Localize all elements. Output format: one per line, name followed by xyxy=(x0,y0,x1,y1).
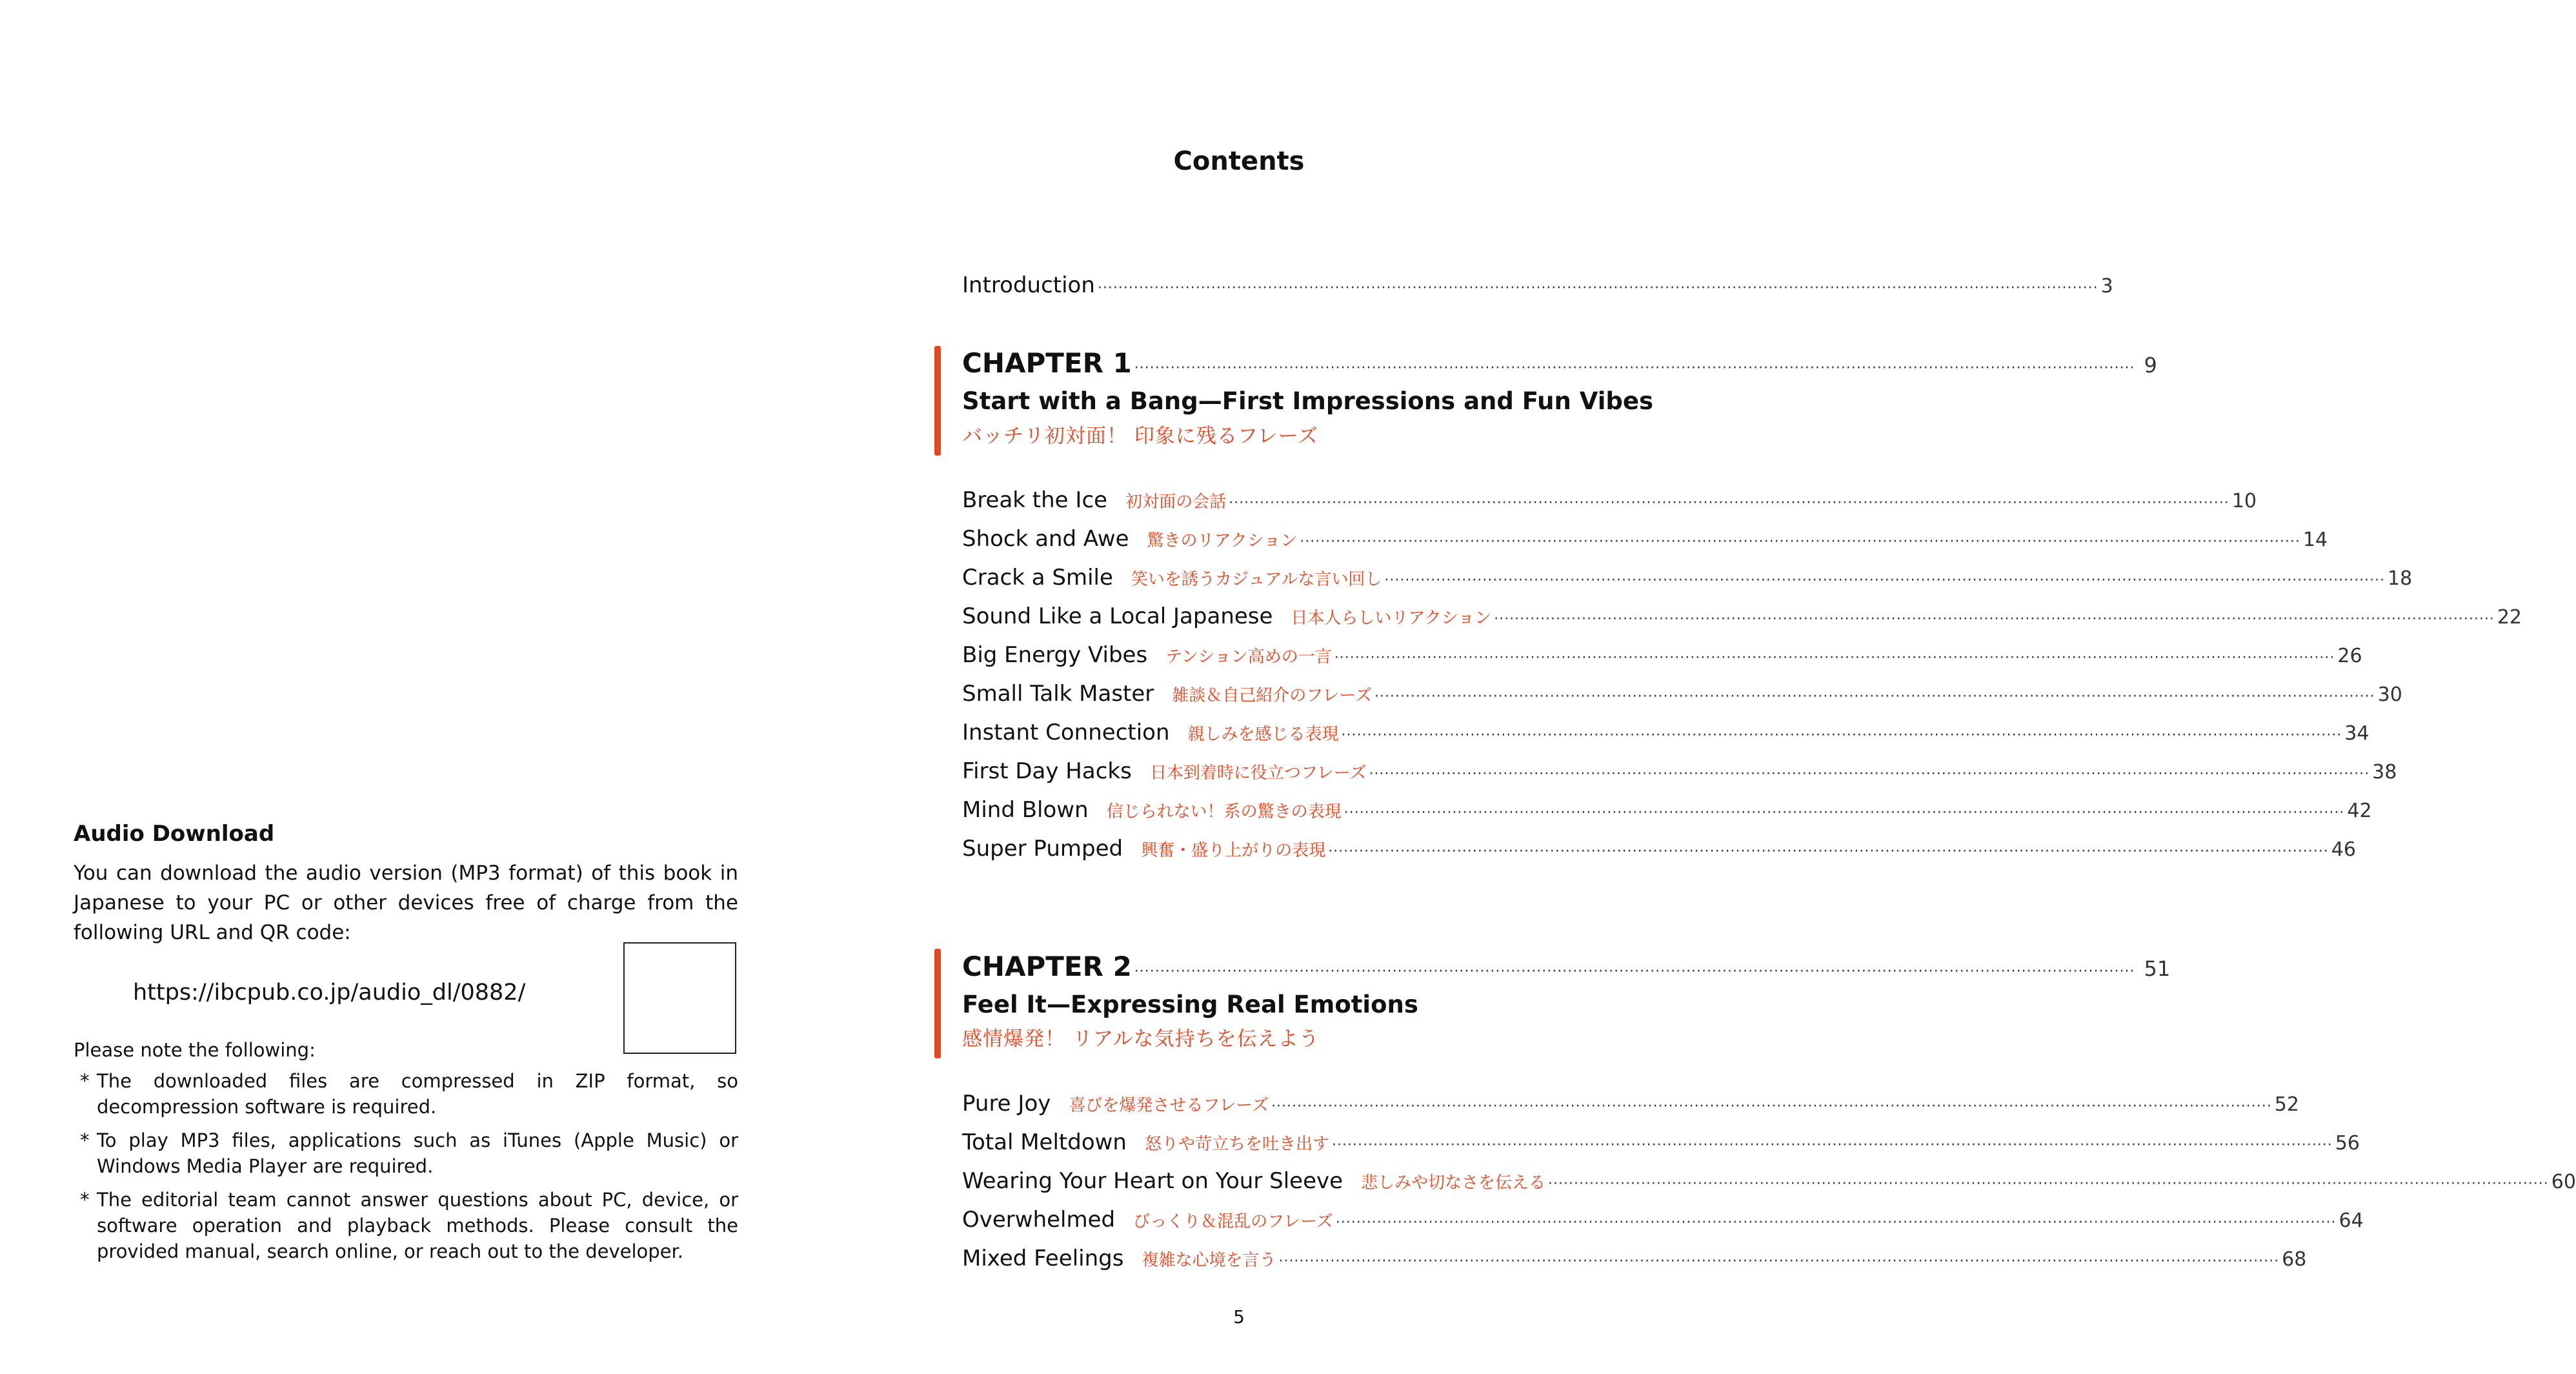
leader-dots xyxy=(1334,650,2335,666)
toc-label: Mind Blown xyxy=(962,797,1089,823)
toc-section[interactable] xyxy=(962,720,2370,745)
toc-section[interactable] xyxy=(962,565,2413,591)
note-item xyxy=(80,1068,738,1120)
toc-section[interactable] xyxy=(962,526,2328,552)
toc-label-jp: 親しみを感じる表現 xyxy=(1187,725,1339,744)
qr-code-placeholder xyxy=(623,942,736,1054)
toc-page-number: 26 xyxy=(2337,645,2362,667)
toc-page-number: 22 xyxy=(2497,606,2522,629)
toc-label-jp: 怒りや苛立ちを吐き出す xyxy=(1144,1135,1329,1154)
toc-section[interactable] xyxy=(962,1168,2576,1194)
chapter-title: Start with a Bang—First Impressions and Fun Vibes xyxy=(962,387,1654,415)
leader-dots xyxy=(1374,689,2375,705)
audio-download-description: You can download the audio version (MP3 format) of this book in Japanese to your PC or other devices free of charge from the following URL and QR code: xyxy=(74,862,738,944)
toc-label: Small Talk Master xyxy=(962,681,1154,707)
leader-dots xyxy=(1344,805,2345,821)
toc-label: Wearing Your Heart on Your Sleeve xyxy=(962,1168,1343,1194)
chapter-title-jp: バッチリ初対面！ 印象に残るフレーズ xyxy=(962,425,1319,448)
toc-section[interactable] xyxy=(962,797,2372,823)
toc-label-jp: 悲しみや切なさを伝える xyxy=(1361,1173,1546,1193)
leader-dots xyxy=(1278,1253,2279,1269)
note-item xyxy=(80,1187,738,1264)
toc-section[interactable] xyxy=(962,487,2257,513)
toc-page-number: 3 xyxy=(2100,275,2113,298)
toc-label: First Day Hacks xyxy=(962,758,1132,784)
toc-label-jp: びっくり＆混乱のフレーズ xyxy=(1133,1212,1333,1231)
leader-dots xyxy=(1369,766,2370,782)
toc-page-number: 56 xyxy=(2335,1132,2360,1155)
leader-dots xyxy=(1494,611,2495,627)
toc-section[interactable] xyxy=(962,1246,2307,1271)
toc-label: Overwhelmed xyxy=(962,1207,1116,1233)
asterisk-mark: * xyxy=(80,1070,90,1092)
audio-download-title: Audio Download xyxy=(74,821,275,847)
audio-download-url[interactable]: https://ibcpub.co.jp/audio_dl/0882/ xyxy=(133,980,526,1005)
toc-label-jp: 初対面の会話 xyxy=(1125,492,1227,512)
chapter-label: CHAPTER 1 xyxy=(962,347,1132,379)
leader-dots xyxy=(1134,360,2135,376)
toc-label: Mixed Feelings xyxy=(962,1246,1124,1271)
note-text: To play MP3 files, applications such as iTunes (Apple Music) or Windows Media Player are required. xyxy=(97,1129,738,1177)
toc-section[interactable] xyxy=(962,1129,2360,1155)
chapter-title: Feel It—Expressing Real Emotions xyxy=(962,991,1418,1018)
toc-page-number: 34 xyxy=(2344,722,2370,745)
left-page xyxy=(0,0,826,1374)
toc-page-number: 10 xyxy=(2231,490,2257,512)
toc-label-jp: 信じられない！系の驚きの表現 xyxy=(1106,802,1342,822)
toc-label-jp: テンション高めの一言 xyxy=(1165,647,1332,667)
leader-dots xyxy=(1328,844,2329,860)
chapter-title-jp: 感情爆発！ リアルな気持ちを伝えよう xyxy=(962,1027,1320,1051)
note-item xyxy=(80,1127,738,1179)
toc-section[interactable] xyxy=(962,1091,2299,1116)
toc-section[interactable] xyxy=(962,1207,2364,1233)
toc-label-jp: 笑いを誘うカジュアルな言い回し xyxy=(1131,570,1382,589)
toc-page-number: 52 xyxy=(2274,1093,2299,1116)
note-text: The editorial team cannot answer questions about PC, device, or software operation and playback methods. Please consult the provided manual, search online, or reach out to the developer. xyxy=(97,1189,738,1262)
leader-dots xyxy=(1548,1176,2549,1192)
leader-dots xyxy=(1300,534,2300,550)
toc-label-jp: 日本人らしいリアクション xyxy=(1291,609,1492,628)
page-number: 5 xyxy=(1233,1306,1245,1328)
toc-label: Shock and Awe xyxy=(962,526,1129,552)
toc-label: Total Meltdown xyxy=(962,1129,1127,1155)
notes-title: Please note the following: xyxy=(74,1039,316,1061)
leader-dots xyxy=(1098,280,2098,296)
toc-introduction[interactable] xyxy=(962,272,2113,298)
note-text: The downloaded files are compressed in ZIP format, so decompression software is required. xyxy=(97,1070,738,1118)
toc-page-number: 68 xyxy=(2282,1248,2307,1271)
toc-label-jp: 興奮・盛り上がりの表現 xyxy=(1141,841,1326,860)
chapter-heading[interactable] xyxy=(962,951,2171,982)
toc-label: Crack a Smile xyxy=(962,565,1113,591)
contents-title: Contents xyxy=(1173,146,1305,176)
leader-dots xyxy=(1384,572,2385,589)
toc-page-number: 18 xyxy=(2388,567,2413,590)
toc-section[interactable] xyxy=(962,681,2402,707)
toc-label: Instant Connection xyxy=(962,720,1170,745)
leader-dots xyxy=(1229,495,2229,511)
toc-label: Introduction xyxy=(962,272,1095,298)
chapter-page-number: 9 xyxy=(2144,353,2157,378)
leader-dots xyxy=(1271,1098,2272,1115)
toc-label: Break the Ice xyxy=(962,487,1108,513)
toc-page-number: 30 xyxy=(2377,683,2402,706)
toc-label-jp: 驚きのリアクション xyxy=(1147,531,1298,551)
toc-label: Super Pumped xyxy=(962,836,1123,862)
leader-dots xyxy=(1332,1137,2333,1153)
audio-download-section xyxy=(74,820,738,947)
chapter-page-number: 51 xyxy=(2144,956,2171,981)
toc-section[interactable] xyxy=(962,758,2397,784)
toc-section[interactable] xyxy=(962,642,2362,668)
toc-label-jp: 日本到着時に役立つフレーズ xyxy=(1149,763,1367,783)
toc-page-number: 42 xyxy=(2347,800,2372,822)
toc-label: Sound Like a Local Japanese xyxy=(962,603,1273,629)
toc-page-number: 38 xyxy=(2372,761,2397,783)
toc-section[interactable] xyxy=(962,836,2356,862)
toc-page-number: 14 xyxy=(2302,529,2328,551)
right-page xyxy=(826,0,2576,1374)
chapter-accent-bar xyxy=(934,949,941,1058)
toc-section[interactable] xyxy=(962,603,2522,629)
toc-page-number: 64 xyxy=(2339,1209,2364,1232)
toc-label-jp: 喜びを爆発させるフレーズ xyxy=(1069,1096,1269,1115)
toc-label: Pure Joy xyxy=(962,1091,1051,1116)
asterisk-mark: * xyxy=(80,1129,90,1151)
leader-dots xyxy=(1134,964,2135,980)
toc-label-jp: 雑談＆自己紹介のフレーズ xyxy=(1172,686,1372,705)
toc-page-number: 60 xyxy=(2551,1171,2576,1193)
notes-list xyxy=(80,1068,738,1272)
leader-dots xyxy=(1342,727,2342,743)
toc-page-number: 46 xyxy=(2331,838,2356,861)
chapter-heading[interactable] xyxy=(962,347,2157,379)
chapter-label: CHAPTER 2 xyxy=(962,951,1132,982)
toc-label: Big Energy Vibes xyxy=(962,642,1148,668)
asterisk-mark: * xyxy=(80,1189,90,1211)
chapter-accent-bar xyxy=(934,346,941,456)
toc-label-jp: 複雑な心境を言う xyxy=(1142,1251,1276,1270)
leader-dots xyxy=(1336,1215,2337,1231)
